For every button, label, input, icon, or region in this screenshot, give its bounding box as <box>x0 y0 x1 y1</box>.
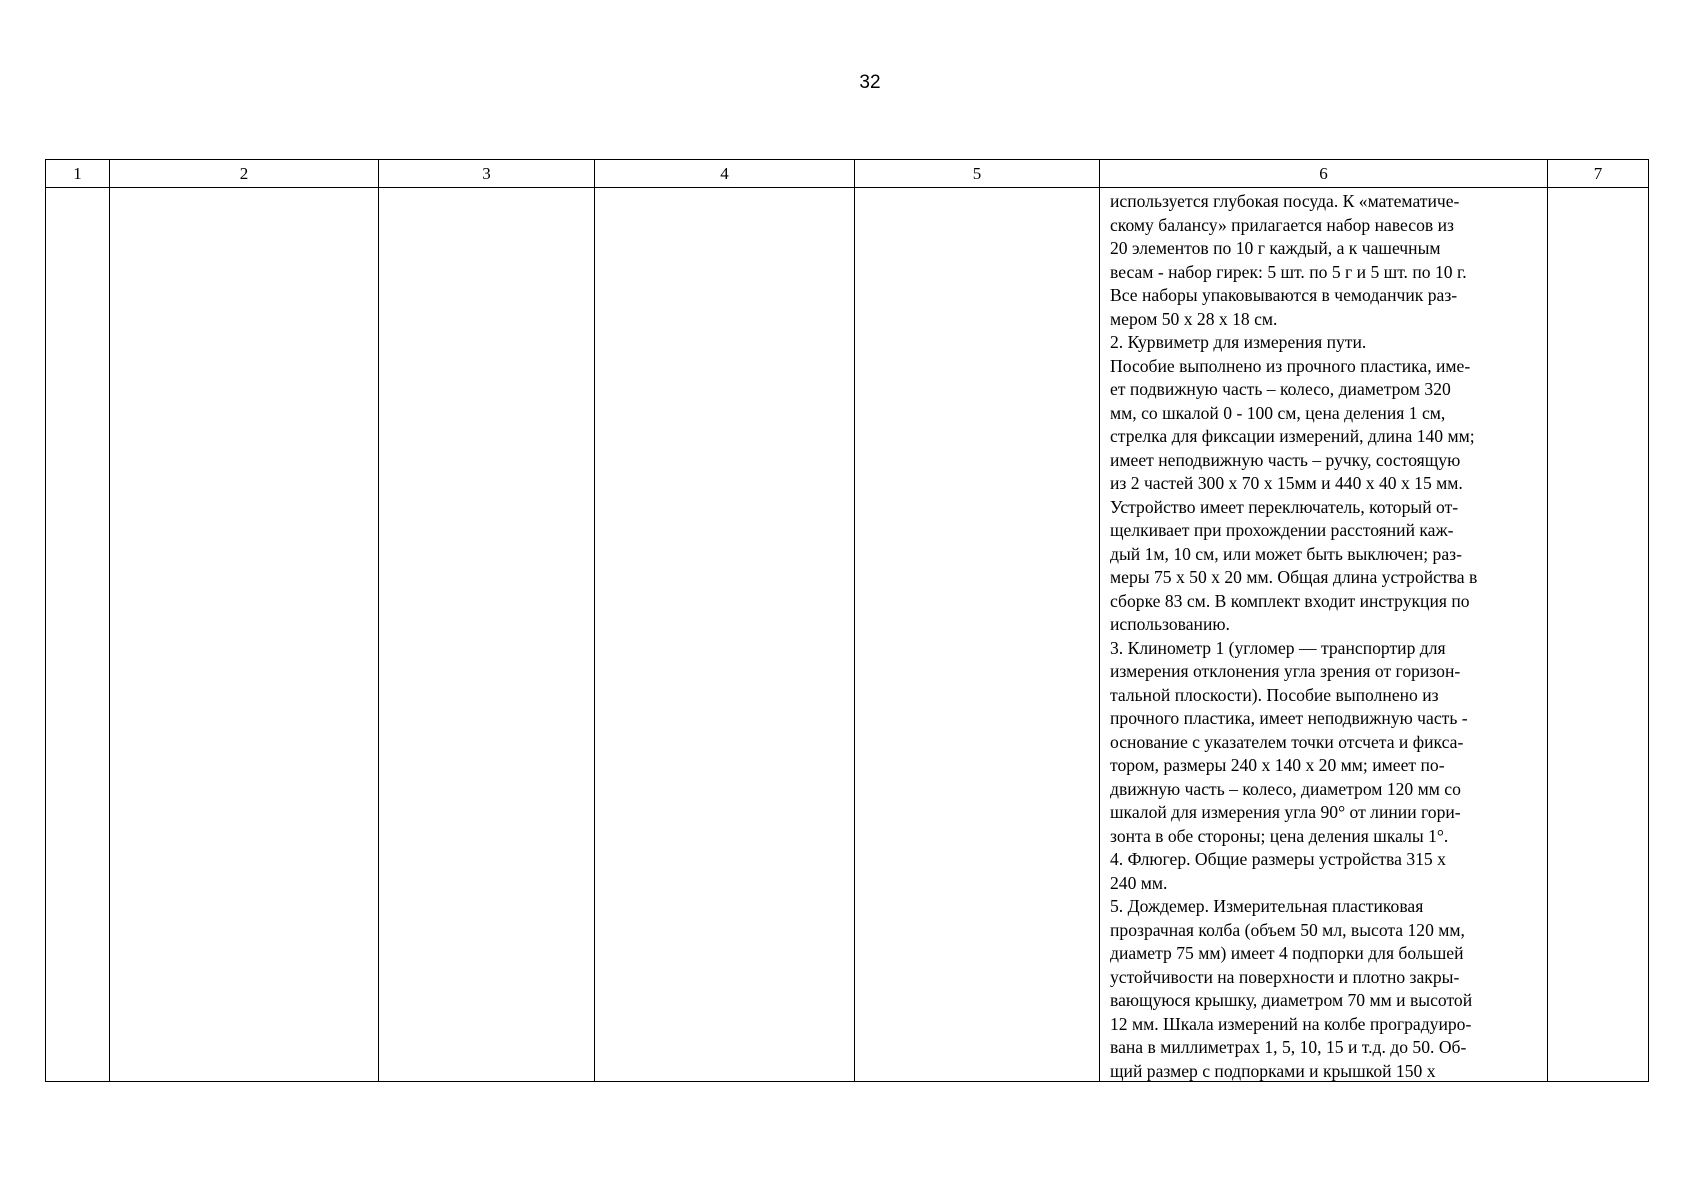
cell-col-2 <box>110 188 379 1082</box>
description-line: тальной плоскости). Пособие выполнено из <box>1110 684 1439 705</box>
description-line: мером 50 х 28 х 18 см. <box>1110 308 1278 329</box>
description-line: прозрачная колба (объем 50 мл, высота 120 мм, <box>1110 919 1465 940</box>
cell-col-1 <box>46 188 110 1082</box>
description-line: щий размер с подпорками и крышкой 150 х <box>1110 1060 1436 1081</box>
description-line: шкалой для измерения угла 90° от линии гори- <box>1110 802 1461 822</box>
description-line: движную часть – колесо, диаметром 120 мм со <box>1110 778 1461 799</box>
cell-col-3 <box>379 188 595 1082</box>
description-line: ет подвижную часть – колесо, диаметром 320 <box>1110 379 1451 399</box>
description-line: устойчивости на поверхности и плотно закры- <box>1110 966 1460 987</box>
table-row <box>46 188 1649 1082</box>
description-line: вана в миллиметрах 1, 5, 10, 15 и т.д. до 50. Об- <box>1110 1037 1467 1057</box>
description-line: вающуюся крышку, диаметром 70 мм и высотой <box>1110 990 1473 1010</box>
cell-col-7 <box>1548 188 1649 1082</box>
cell-col-6 <box>1100 188 1548 1082</box>
description-line: использованию. <box>1110 614 1230 634</box>
description-text <box>1100 188 1547 1081</box>
cell-col-5 <box>855 188 1100 1082</box>
description-line: Все наборы упаковываются в чемоданчик раз- <box>1110 285 1458 305</box>
description-line: зонта в обе стороны; цена деления шкалы 1°. <box>1110 825 1449 846</box>
column-header-2: 2 <box>110 160 379 188</box>
description-line: Пособие выполнено из прочного пластика, име- <box>1110 355 1471 376</box>
table-header-row <box>46 160 1649 188</box>
description-line: диаметр 75 мм) имеет 4 подпорки для большей <box>1110 943 1464 963</box>
page-number: 32 <box>859 72 881 93</box>
specification-table <box>45 159 1649 1082</box>
description-line: сборке 83 см. В комплект входит инструкция по <box>1110 590 1470 611</box>
description-line: прочного пластика, имеет неподвижную часть - <box>1110 708 1468 728</box>
description-line: 4. Флюгер. Общие размеры устройства 315 х <box>1110 849 1446 869</box>
column-header-4: 4 <box>595 160 855 188</box>
description-line: весам - набор гирек: 5 шт. по 5 г и 5 шт. по 10 г. <box>1110 261 1467 282</box>
column-header-5: 5 <box>855 160 1100 188</box>
column-header-6: 6 <box>1100 160 1548 188</box>
description-line: из 2 частей 300 х 70 х 15мм и 440 х 40 х 15 мм. <box>1110 473 1463 493</box>
description-line: тором, размеры 240 х 140 х 20 мм; имеет по- <box>1110 755 1445 775</box>
description-line: измерения отклонения угла зрения от горизон- <box>1110 661 1461 681</box>
description-line: 20 элементов по 10 г каждый, а к чашечным <box>1110 238 1441 258</box>
description-line: 5. Дождемер. Измерительная пластиковая <box>1110 896 1424 916</box>
cell-col-4 <box>595 188 855 1082</box>
column-header-1: 1 <box>46 160 110 188</box>
description-line: используется глубокая посуда. К «математиче- <box>1110 191 1460 211</box>
description-line: стрелка для фиксации измерений, длина 140 мм; <box>1110 426 1475 446</box>
description-line: 3. Клинометр 1 (угломер — транспортир для <box>1110 637 1446 658</box>
description-line: 240 мм. <box>1110 872 1168 893</box>
column-header-7: 7 <box>1548 160 1649 188</box>
description-line: основание с указателем точки отсчета и фикса- <box>1110 731 1464 752</box>
description-line: имеет неподвижную часть – ручку, состоящую <box>1110 449 1461 470</box>
description-line: 2. Курвиметр для измерения пути. <box>1110 332 1367 352</box>
description-line: Устройство имеет переключатель, который от- <box>1110 496 1459 517</box>
description-line: меры 75 х 50 х 20 мм. Общая длина устройства в <box>1110 567 1478 587</box>
description-line: дый 1м, 10 см, или может быть выключен; раз- <box>1110 543 1462 564</box>
description-line: скому балансу» прилагается набор навесов из <box>1110 214 1454 235</box>
description-line: 12 мм. Шкала измерений на колбе проградуиро- <box>1110 1013 1472 1034</box>
description-line: мм, со шкалой 0 - 100 см, цена деления 1 см, <box>1110 402 1446 423</box>
description-line: щелкивает при прохождении расстояний каж- <box>1110 520 1454 540</box>
column-header-3: 3 <box>379 160 595 188</box>
